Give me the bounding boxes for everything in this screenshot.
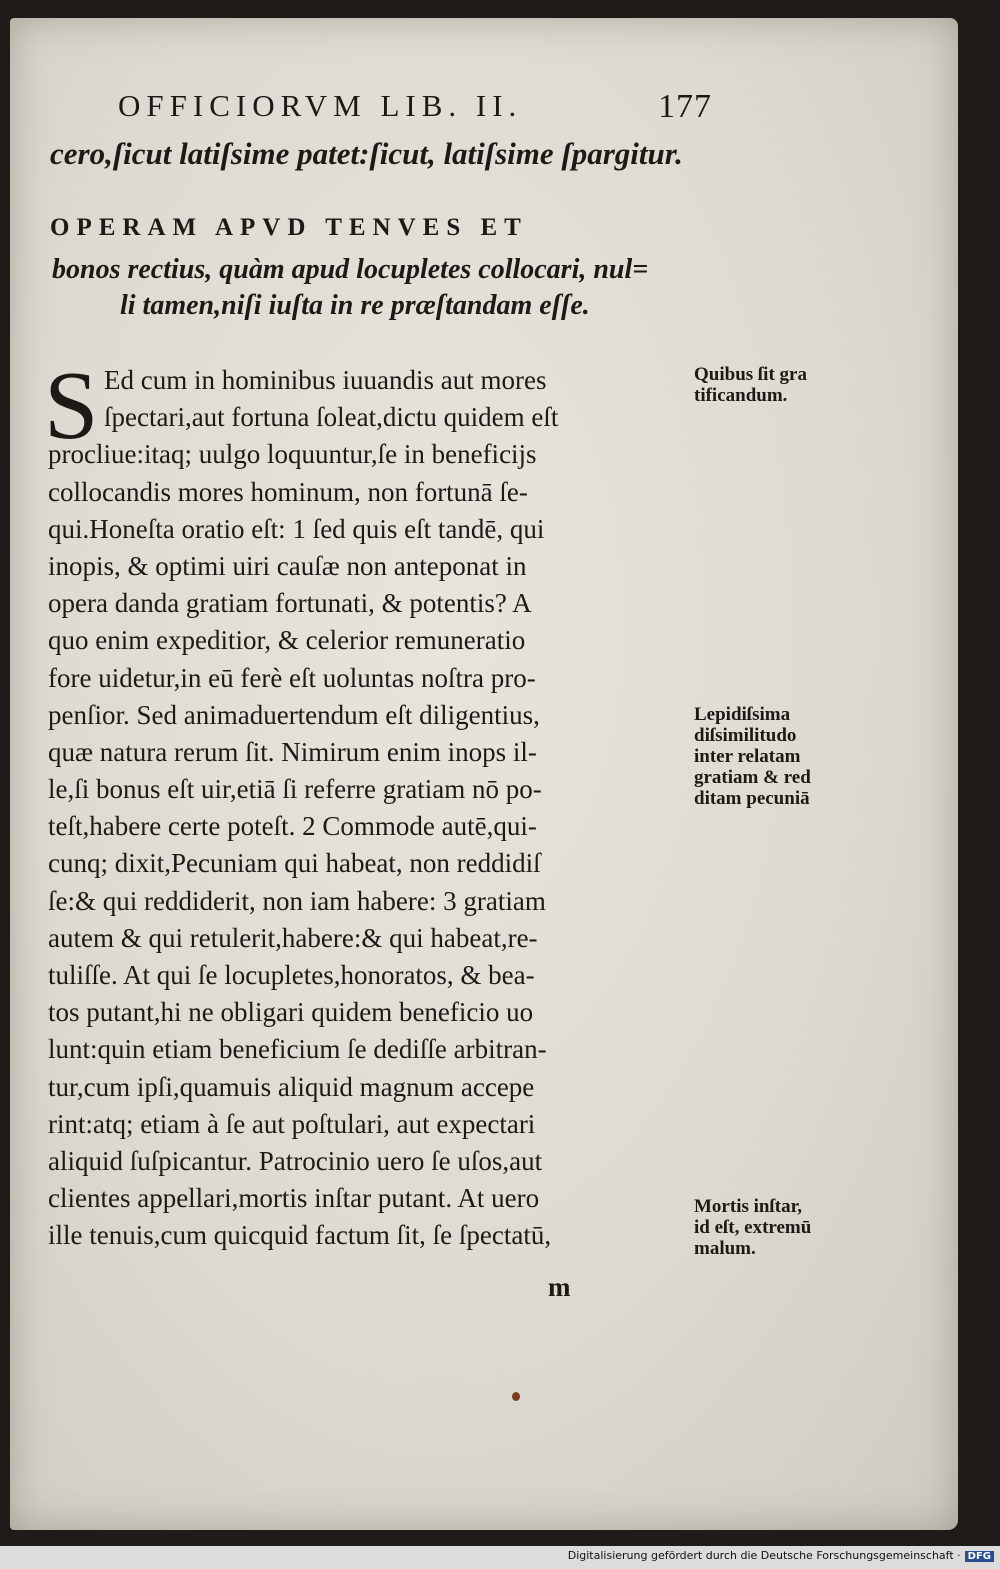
margin-note-line: Quibus ſit gra — [694, 364, 807, 385]
text-line: teſt,habere certe poteſt. 2 Commode autē,qui- — [48, 811, 537, 842]
running-title: OFFICIORVM LIB. II. — [118, 88, 523, 123]
margin-note-line: ditam pecuniā — [694, 788, 810, 809]
text-line: tuliſſe. At qui ſe locupletes,honoratos, & bea- — [48, 960, 535, 990]
body-text — [48, 362, 688, 1255]
text-line: clientes appellari,mortis inſtar putant. At uero — [48, 1183, 540, 1214]
drop-cap: S — [44, 352, 99, 460]
margin-note-line: Lepidiſsima — [694, 704, 791, 725]
text-line: procliue:itaq; uulgo loquuntur,ſe in beneficijs — [48, 439, 537, 470]
margin-note-line: diſsimilitudo — [694, 725, 797, 746]
section-heading-line: bonos rectius, quàm apud locupletes collocari, nul= — [52, 254, 649, 285]
page-number: 177 — [658, 88, 712, 125]
top-continuation-line: cero,ſicut latiſsime patet:ſicut, latiſsime ſpargitur. — [50, 136, 683, 171]
text-line: qui.Honeſta oratio eſt: 1 ſed quis eſt tandē, qui — [48, 513, 545, 544]
margin-note-line: gratiam & red — [694, 767, 811, 788]
text-line: le,ſi bonus eſt uir,etiā ſi referre gratiam nō po- — [48, 774, 542, 805]
text-line: quo enim expeditior, & celerior remuneratio — [48, 625, 526, 656]
text-line: autem & qui retulerit,habere:& qui habeat,re- — [48, 922, 538, 953]
margin-note — [694, 364, 884, 406]
text-line: aliquid ſuſpicantur. Patrocinio uero ſe uſos,aut — [48, 1145, 543, 1176]
text-line: ille tenuis,cum quicquid factum ſit, ſe ſpectatū, — [48, 1220, 552, 1251]
text-line: tur,cum ipſi,quamuis aliquid magnum accepe — [48, 1071, 535, 1102]
text-line: cunq; dixit,Pecuniam qui habeat, non reddidiſ — [48, 848, 541, 879]
margin-note-line: tificandum. — [694, 385, 788, 406]
text-line: opera danda gratiam fortunati, & potentis? A — [48, 588, 532, 619]
margin-note — [694, 704, 884, 809]
margin-note-line: malum. — [694, 1238, 756, 1259]
margin-note-line: id eſt, extremū — [694, 1217, 812, 1238]
margin-note-line: Mortis inſtar, — [694, 1196, 803, 1217]
text-line: lunt:quin etiam beneficium ſe dediſſe arbitran- — [48, 1034, 547, 1065]
digitization-credit — [568, 1549, 994, 1562]
text-line: fore uidetur,in eū ferè eſt uoluntas noſtra pro- — [48, 662, 536, 693]
dfg-logo: DFG — [965, 1551, 994, 1562]
margin-note — [694, 1196, 884, 1259]
text-line: rint:atq; etiam à ſe aut poſtulari, aut expectari — [48, 1108, 536, 1139]
running-header — [118, 88, 718, 132]
credit-text: Digitalisierung gefördert durch die Deutsche Forschungsgemeinschaft · — [567, 1549, 961, 1562]
section-heading-caps: OPERAM APVD TENVES ET — [50, 214, 528, 241]
ink-stain — [512, 1392, 520, 1401]
text-line: inopis, & optimi uiri cauſæ non anteponat in — [48, 550, 527, 581]
text-line: penſior. Sed animaduertendum eſt diligentius, — [48, 699, 540, 730]
text-line: quæ natura rerum ſit. Nimirum enim inops il- — [48, 736, 537, 767]
text-line: ſe:& qui reddiderit, non iam habere: 3 gratiam — [48, 885, 546, 916]
section-heading-line: li tamen,niſi iuſta in re præſtandam eſſe. — [120, 290, 590, 321]
text-line: collocandis mores hominum, non fortunā ſe- — [48, 476, 528, 507]
text-line: Ed cum in hominibus iuuandis aut mores — [104, 365, 547, 395]
text-line: tos putant,hi ne obligari quidem beneficio uo — [48, 997, 534, 1028]
catchword: m — [548, 1272, 571, 1302]
margin-note-line: inter relatam — [694, 746, 801, 767]
text-line: ſpectari,aut fortuna ſoleat,dictu quidem eſt — [104, 402, 559, 433]
